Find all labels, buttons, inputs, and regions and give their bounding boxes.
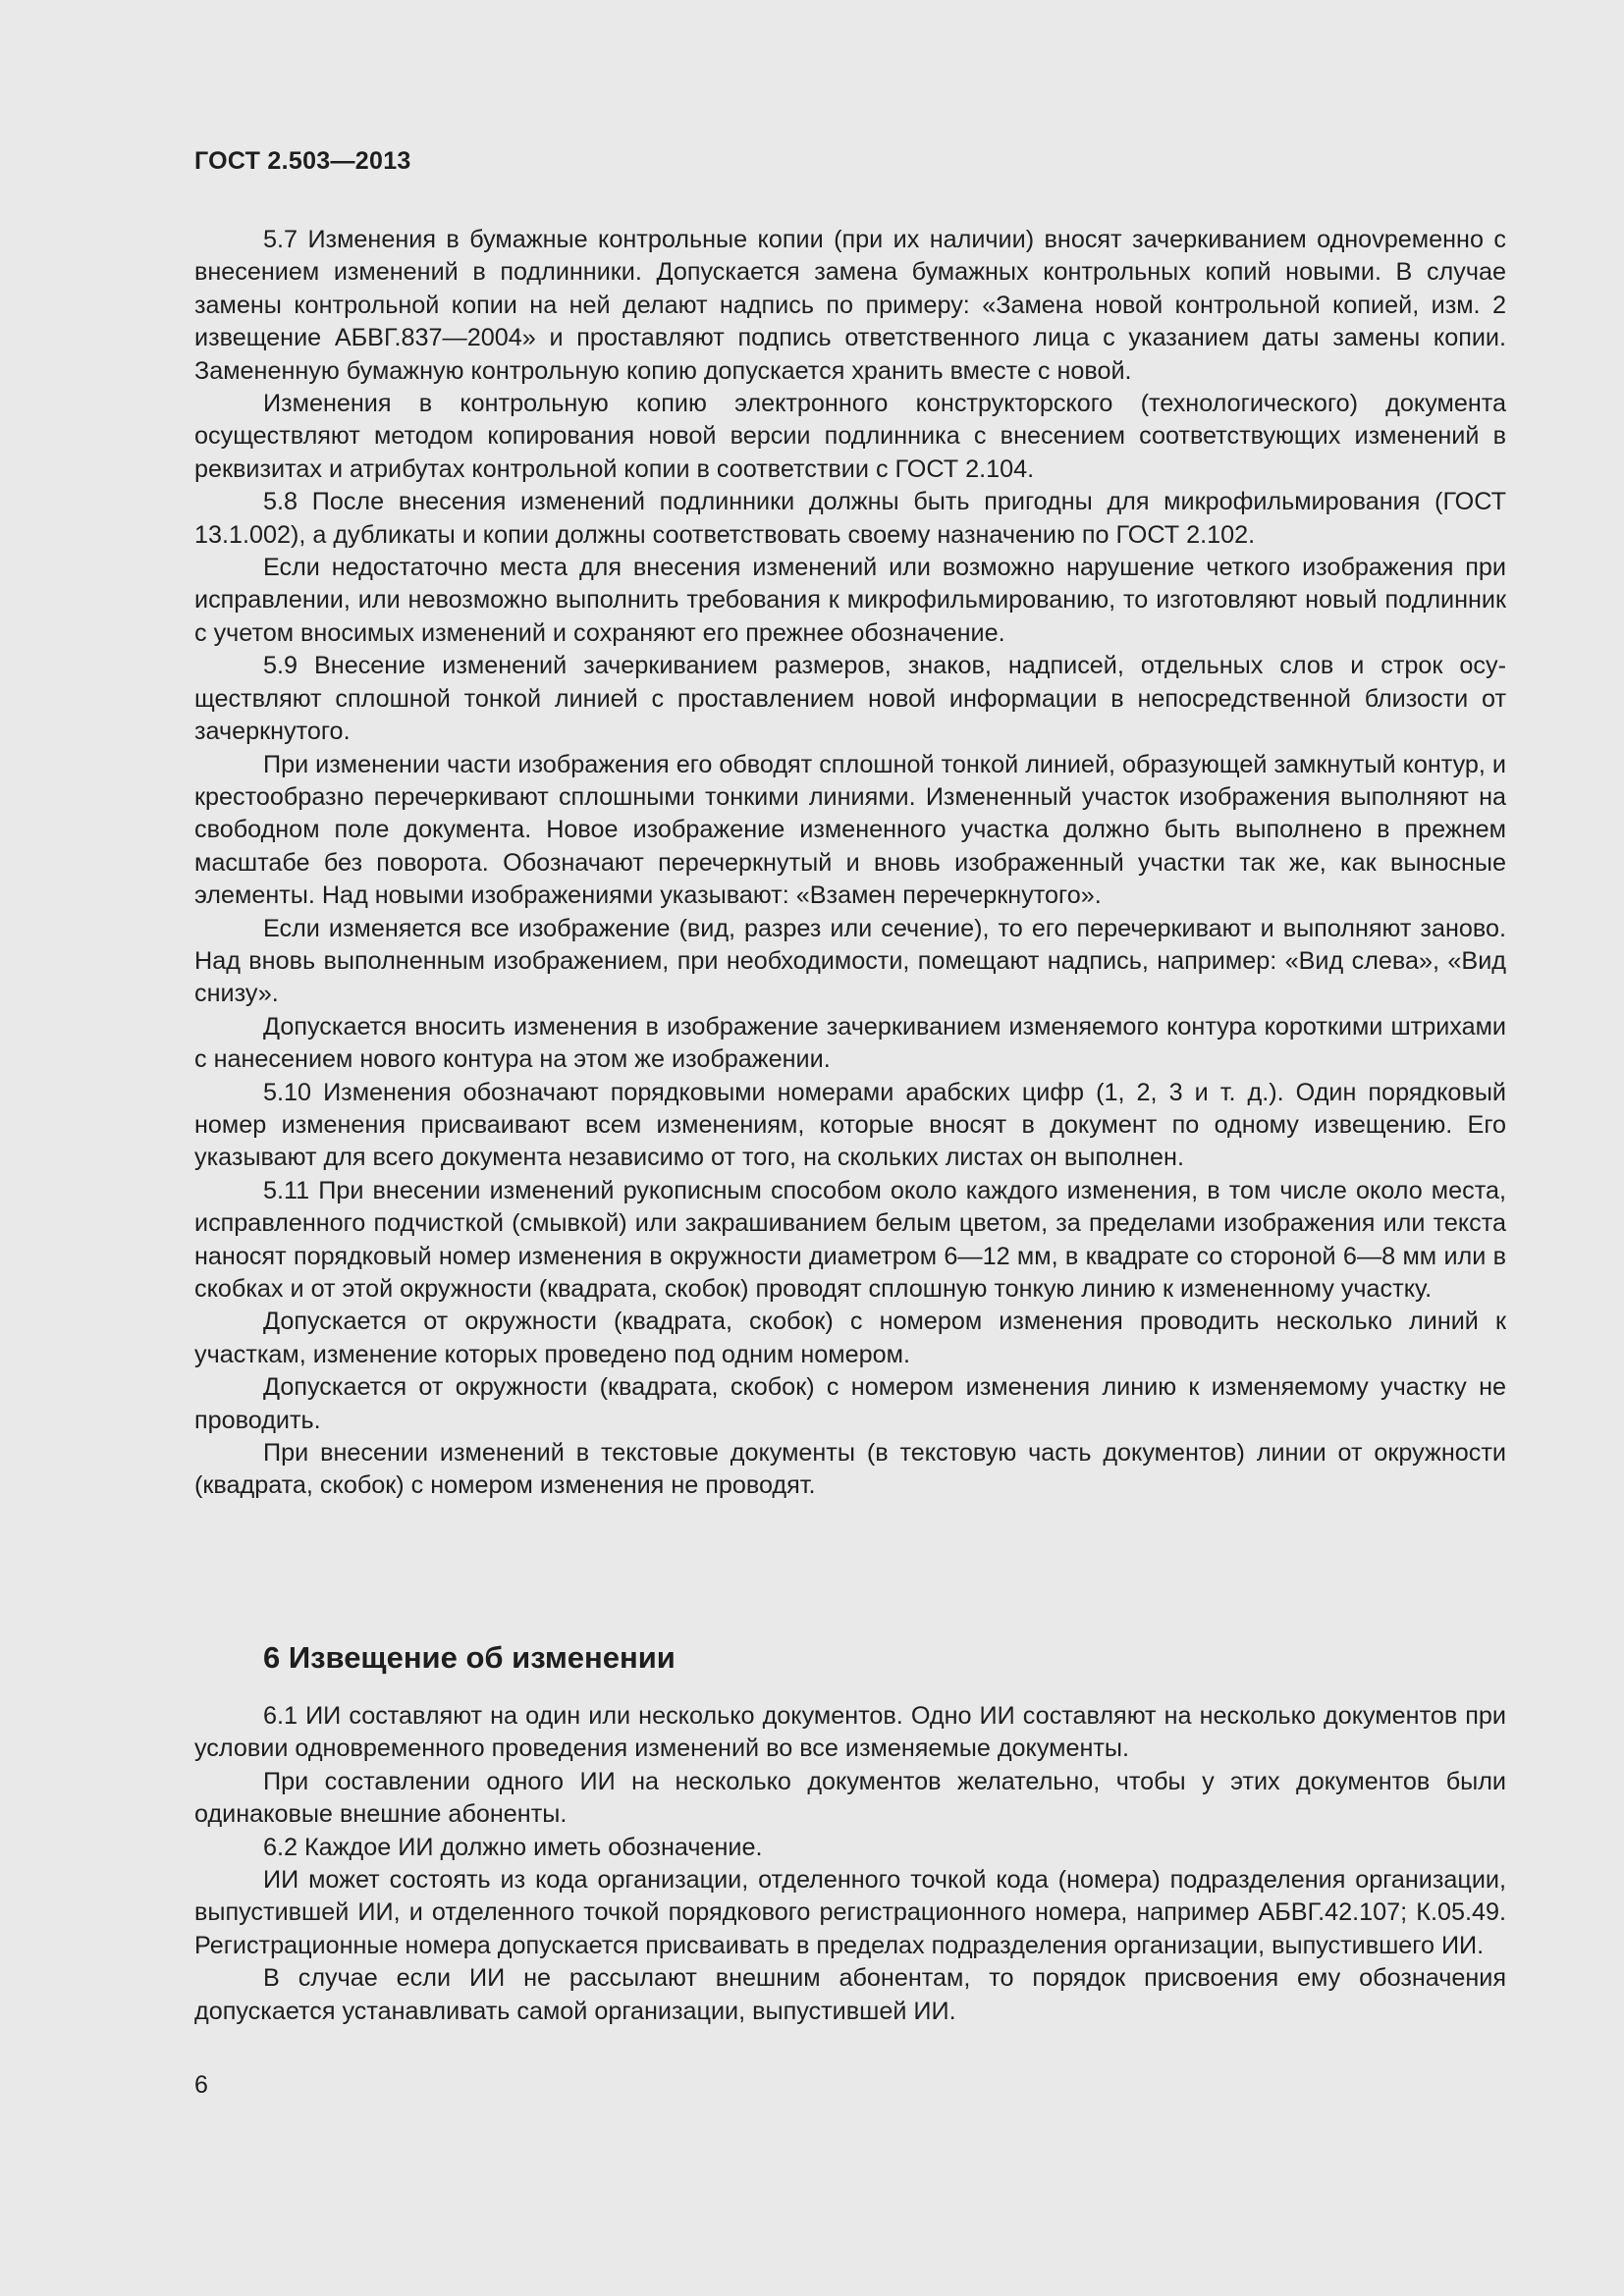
paragraph: 6.1 ИИ составляют на один или несколько документов. Одно ИИ составляют на несколько документов при условии одновременного проведения изменений во все изменяемые документы. — [194, 1702, 1506, 1763]
paragraph: 5.9 Внесение изменений зачеркиванием размеров, знаков, надписей, отдельных слов и строк осуществляют сплошной тонкой линией с проставлением новой информации в непосредственной близости от зачеркнутого. — [194, 652, 1506, 746]
section-6-body — [194, 1700, 1506, 2028]
paragraph: Допускается от окружности (квадрата, скобок) с номером изменения проводить несколько линий к участкам, изменение которых проведено под одним номером. — [194, 1308, 1506, 1368]
paragraph: Если изменяется все изображение (вид, разрез или сечение), то его перечеркивают и выполняют заново. Над вновь выполненным изображением, при необходимости, помещают надпись, например: «Вид слева», «Вид снизу». — [194, 914, 1506, 1008]
paragraph: При внесении изменений в текстовые документы (в текстовую часть документов) линии от окружности (квадрата, скобок) с номером изменения не проводят. — [194, 1439, 1506, 1500]
paragraph: В случае если ИИ не рассылают внешним абонентам, то порядок присвоения ему обозначения допускается устанавливать самой организации, выпустившей ИИ. — [194, 1964, 1506, 2025]
paragraph: 5.10 Изменения обозначают порядковыми номерами арабских цифр (1, 2, 3 и т. д.). Один порядковый номер изменения присваивают всем изменениям, которые вносят в документ по одному извещению. Его указывают для всего документа независимо от того, на скольких листах он выполнен. — [194, 1078, 1506, 1172]
paragraph: 5.11 При внесении изменений рукописным способом около каждого изменения, в том числе около места, исправленного подчисткой (смывкой) или закрашиванием белым цветом, за пределами изображения или текста наносят порядковый номер изменения в окружности диаметром 6—12 мм, в квадрате со стороной 6—8 мм или в скобках и от этой окружности (квадрата, скобок) проводят сплошную тонкую линию к измененному участку. — [194, 1176, 1506, 1303]
paragraph: 5.8 После внесения изменений подлинники должны быть пригодны для микрофильмирования (ГОСТ 13.1.002), а дубликаты и копии должны соответствовать своему назначению по ГОСТ 2.102. — [194, 488, 1506, 549]
paragraph: При изменении части изображения его обводят сплошной тонкой линией, образующей замкнутый контур, и крестообразно перечеркивают сплошными тонкими линиями. Измененный участок изображения выполняют на свободном поле документа. Новое изображение измененного участка должно быть выполнено в прежнем масштабе без поворота. Обозначают перечеркнутый и вновь изображенный участки так же, как выносные элементы. Над новыми изображениями указывают: «Взамен перечеркнутого». — [194, 750, 1506, 910]
paragraph: ИИ может состоять из кода организации, отделенного точкой кода (номера) подразделения организации, выпустившей ИИ, и отделенного точкой порядкового регистрационного номера, например АБВГ.42.107; К.05.49. Регистрационные номера допускается присваивать в пределах подразделения организации, выпустившего ИИ. — [194, 1866, 1506, 1959]
paragraph: Допускается вносить изменения в изображение зачеркиванием изменяемого контура короткими штрихами с нанесением нового контура на этом же изображении. — [194, 1012, 1506, 1074]
document-header: ГОСТ 2.503—2013 — [194, 147, 411, 175]
paragraph: Если недостаточно места для внесения изменений или возможно нарушение четкого изображения при исправлении, или невозможно выполнить требования к микрофильмированию, то изготовляют новый подлинник с учетом вносимых изменений и сохраняют его прежнее обозначение. — [194, 554, 1506, 647]
page-number: 6 — [194, 2071, 208, 2099]
paragraph: Изменения в контрольную копию электронного конструкторского (технологического) документа осуществляют методом копирования новой версии подлинника с внесением соответствующих изменений в реквизитах и атрибутах контрольной копии в соответствии с ГОСТ 2.104. — [194, 390, 1506, 483]
section-6-title: 6 Извещение об изменении — [263, 1640, 676, 1675]
paragraph: При составлении одного ИИ на несколько документов желательно, чтобы у этих документов были одинаковые внешние абоненты. — [194, 1767, 1506, 1829]
paragraph: 6.2 Каждое ИИ должно иметь обозначение. — [263, 1833, 763, 1861]
paragraph: 5.7 Изменения в бумажные контрольные копии (при их наличии) вносят зачеркиванием одноvременно с внесением изменений в подлинники. Допускается замена бумажных контрольных копий новыми. В случае замены контрольной копии на ней делают надпись по примеру: «Замена новой контрольной копией, изм. 2 извещение АБВГ.837—2004» и проставляют подпись ответственного лица с указанием даты замены копии. Замененную бумажную контрольную копию допускается хранить вместе с новой. — [194, 226, 1506, 385]
section-5-body — [194, 224, 1506, 1503]
paragraph: Допускается от окружности (квадрата, скобок) с номером изменения линию к изменяемому участку не проводить. — [194, 1373, 1506, 1434]
